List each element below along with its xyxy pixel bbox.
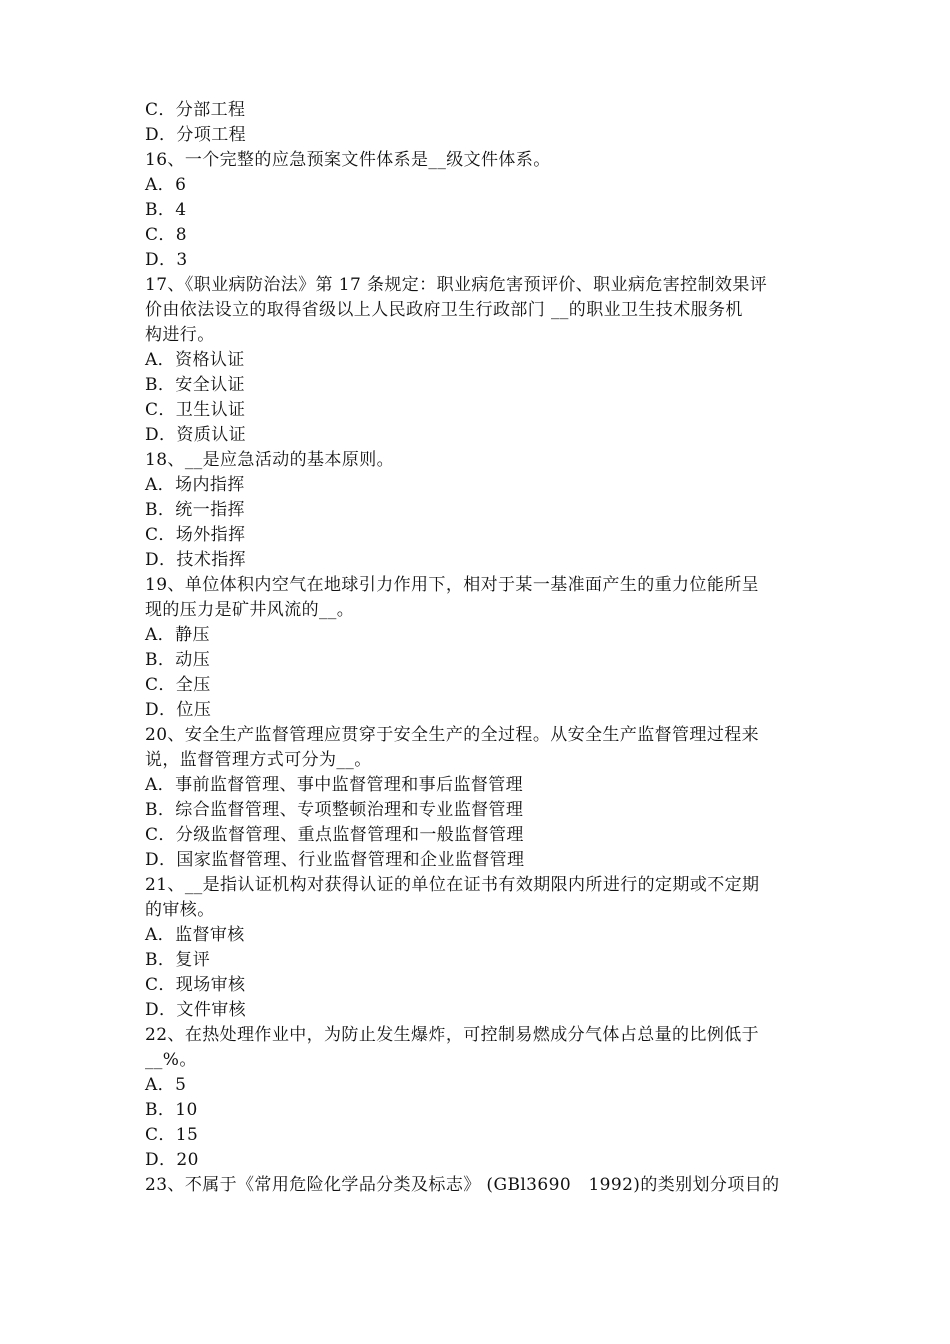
option-c-line: C．分部工程 <box>145 100 246 120</box>
option-a-line: A．5 <box>145 1075 187 1095</box>
option-b-line: B．综合监督管理、专项整顿治理和专业监督管理 <box>145 800 524 820</box>
option-b-line: B．10 <box>145 1100 198 1120</box>
question-16-text: 16、一个完整的应急预案文件体系是__级文件体系。 <box>145 150 551 170</box>
option-c-line: C．8 <box>145 225 188 245</box>
question-20-text: 20、安全生产监督管理应贯穿于安全生产的全过程。从安全生产监督管理过程来 <box>145 725 760 745</box>
question-23-text: 23、不属于《常用危险化学品分类及标志》 (GBl3690 1992)的类别划分项目的 <box>145 1175 780 1195</box>
option-b-line: B．统一指挥 <box>145 500 245 520</box>
option-d-line: D．分项工程 <box>145 125 247 145</box>
question-22-text: 22、在热处理作业中，为防止发生爆炸，可控制易燃成分气体占总量的比例低于 <box>145 1025 760 1045</box>
option-c-line: C．全压 <box>145 675 211 695</box>
option-a-line: A．6 <box>145 175 187 195</box>
option-b-line: B．4 <box>145 200 187 220</box>
option-d-line: D．3 <box>145 250 188 270</box>
option-c-line: C．分级监督管理、重点监督管理和一般监督管理 <box>145 825 524 845</box>
option-d-line: D．技术指挥 <box>145 550 247 570</box>
question-17-text-cont: 价由依法设立的取得省级以上人民政府卫生行政部门 __的职业卫生技术服务机 <box>145 300 743 320</box>
option-a-line: A．监督审核 <box>145 925 245 945</box>
question-17-text: 17、《职业病防治法》第 17 条规定：职业病危害预评价、职业病危害控制效果评 <box>145 275 768 295</box>
option-a-line: A．场内指挥 <box>145 475 245 495</box>
option-d-line: D．位压 <box>145 700 212 720</box>
question-18-text: 18、__是应急活动的基本原则。 <box>145 450 395 470</box>
option-c-line: C．15 <box>145 1125 199 1145</box>
option-c-line: C．现场审核 <box>145 975 246 995</box>
question-19-text-cont: 现的压力是矿井风流的__。 <box>145 600 355 620</box>
option-b-line: B．安全认证 <box>145 375 245 395</box>
question-21-text: 21、__是指认证机构对获得认证的单位在证书有效期限内所进行的定期或不定期 <box>145 875 760 895</box>
option-d-line: D．资质认证 <box>145 425 247 445</box>
question-21-text-cont: 的审核。 <box>145 900 215 920</box>
option-a-line: A．事前监督管理、事中监督管理和事后监督管理 <box>145 775 524 795</box>
document-page <box>145 98 810 1198</box>
option-c-line: C．场外指挥 <box>145 525 246 545</box>
option-b-line: B．动压 <box>145 650 211 670</box>
question-17-text-cont: 构进行。 <box>145 325 215 345</box>
option-b-line: B．复评 <box>145 950 211 970</box>
option-a-line: A．静压 <box>145 625 210 645</box>
question-20-text-cont: 说，监督管理方式可分为__。 <box>145 750 372 770</box>
option-d-line: D．文件审核 <box>145 1000 247 1020</box>
option-d-line: D．20 <box>145 1150 199 1170</box>
option-c-line: C．卫生认证 <box>145 400 246 420</box>
question-19-text: 19、单位体积内空气在地球引力作用下，相对于某一基准面产生的重力位能所呈 <box>145 575 760 595</box>
option-a-line: A．资格认证 <box>145 350 245 370</box>
question-22-text-cont: __%。 <box>145 1050 197 1070</box>
option-d-line: D．国家监督管理、行业监督管理和企业监督管理 <box>145 850 525 870</box>
